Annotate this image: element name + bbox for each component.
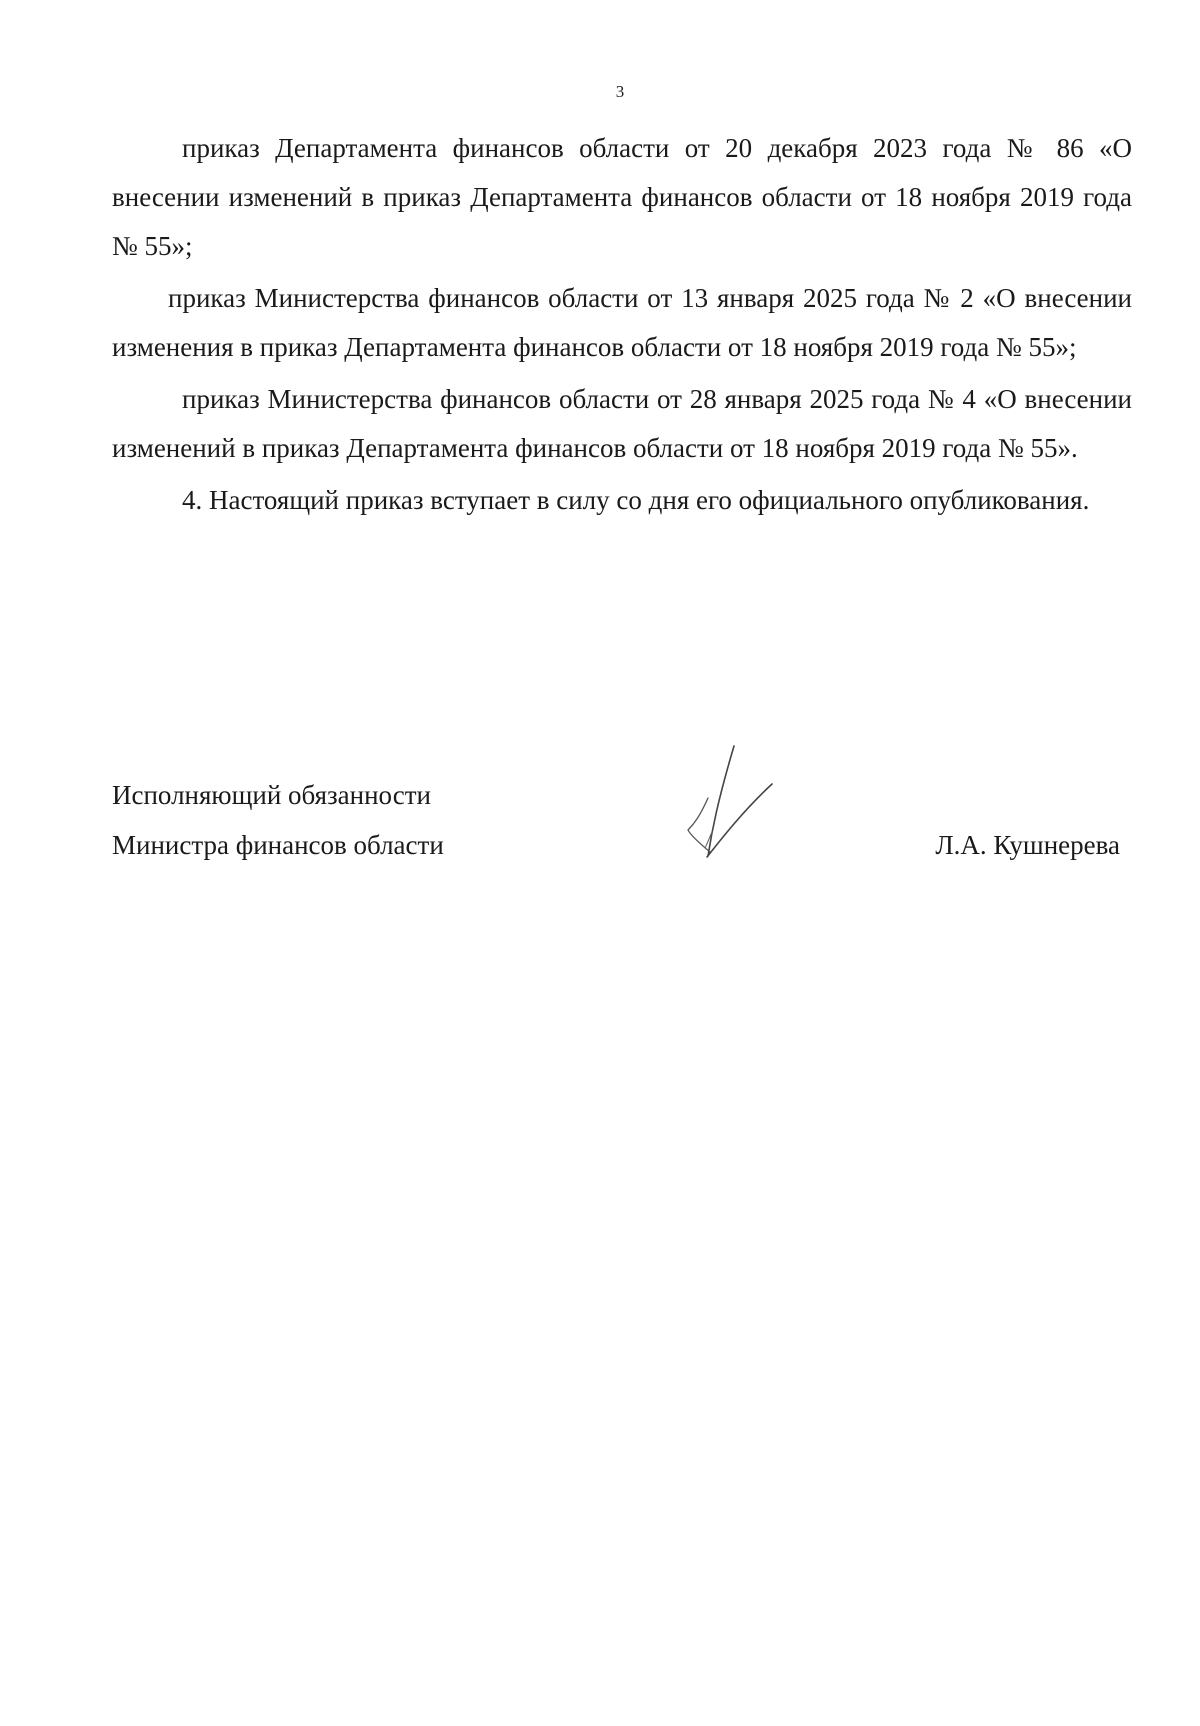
signatory-position-line2: Министра финансов области — [112, 830, 444, 860]
paragraph-order-2023-86: приказ Департамента финансов области от 20 декабря 2023 года № 86 «О внесении изменений в приказ Департамента финансов области от 18 ноября 2019 года № 55»; — [112, 133, 1132, 261]
page-number: 3 — [615, 82, 625, 101]
signatory-position-line1: Исполняющий обязанности — [112, 780, 431, 810]
signatory-name: Л.А. Кушнерева — [935, 830, 1120, 860]
signature-block — [112, 770, 1132, 870]
document-body — [112, 124, 1132, 528]
paragraph-order-2025-2: приказ Министерства финансов области от 13 января 2025 года № 2 «О внесении изменения в приказ Департамента финансов области от 18 ноября 2019 года № 55»; — [112, 283, 1132, 362]
paragraph-order-2025-4: приказ Министерства финансов области от 28 января 2025 года № 4 «О внесении изменений в приказ Департамента финансов области от 18 ноября 2019 года № 55». — [112, 384, 1132, 463]
handwritten-signature — [660, 738, 780, 868]
paragraph-effective-date: 4. Настоящий приказ вступает в силу со дня его официального опубликования. — [182, 485, 1090, 515]
